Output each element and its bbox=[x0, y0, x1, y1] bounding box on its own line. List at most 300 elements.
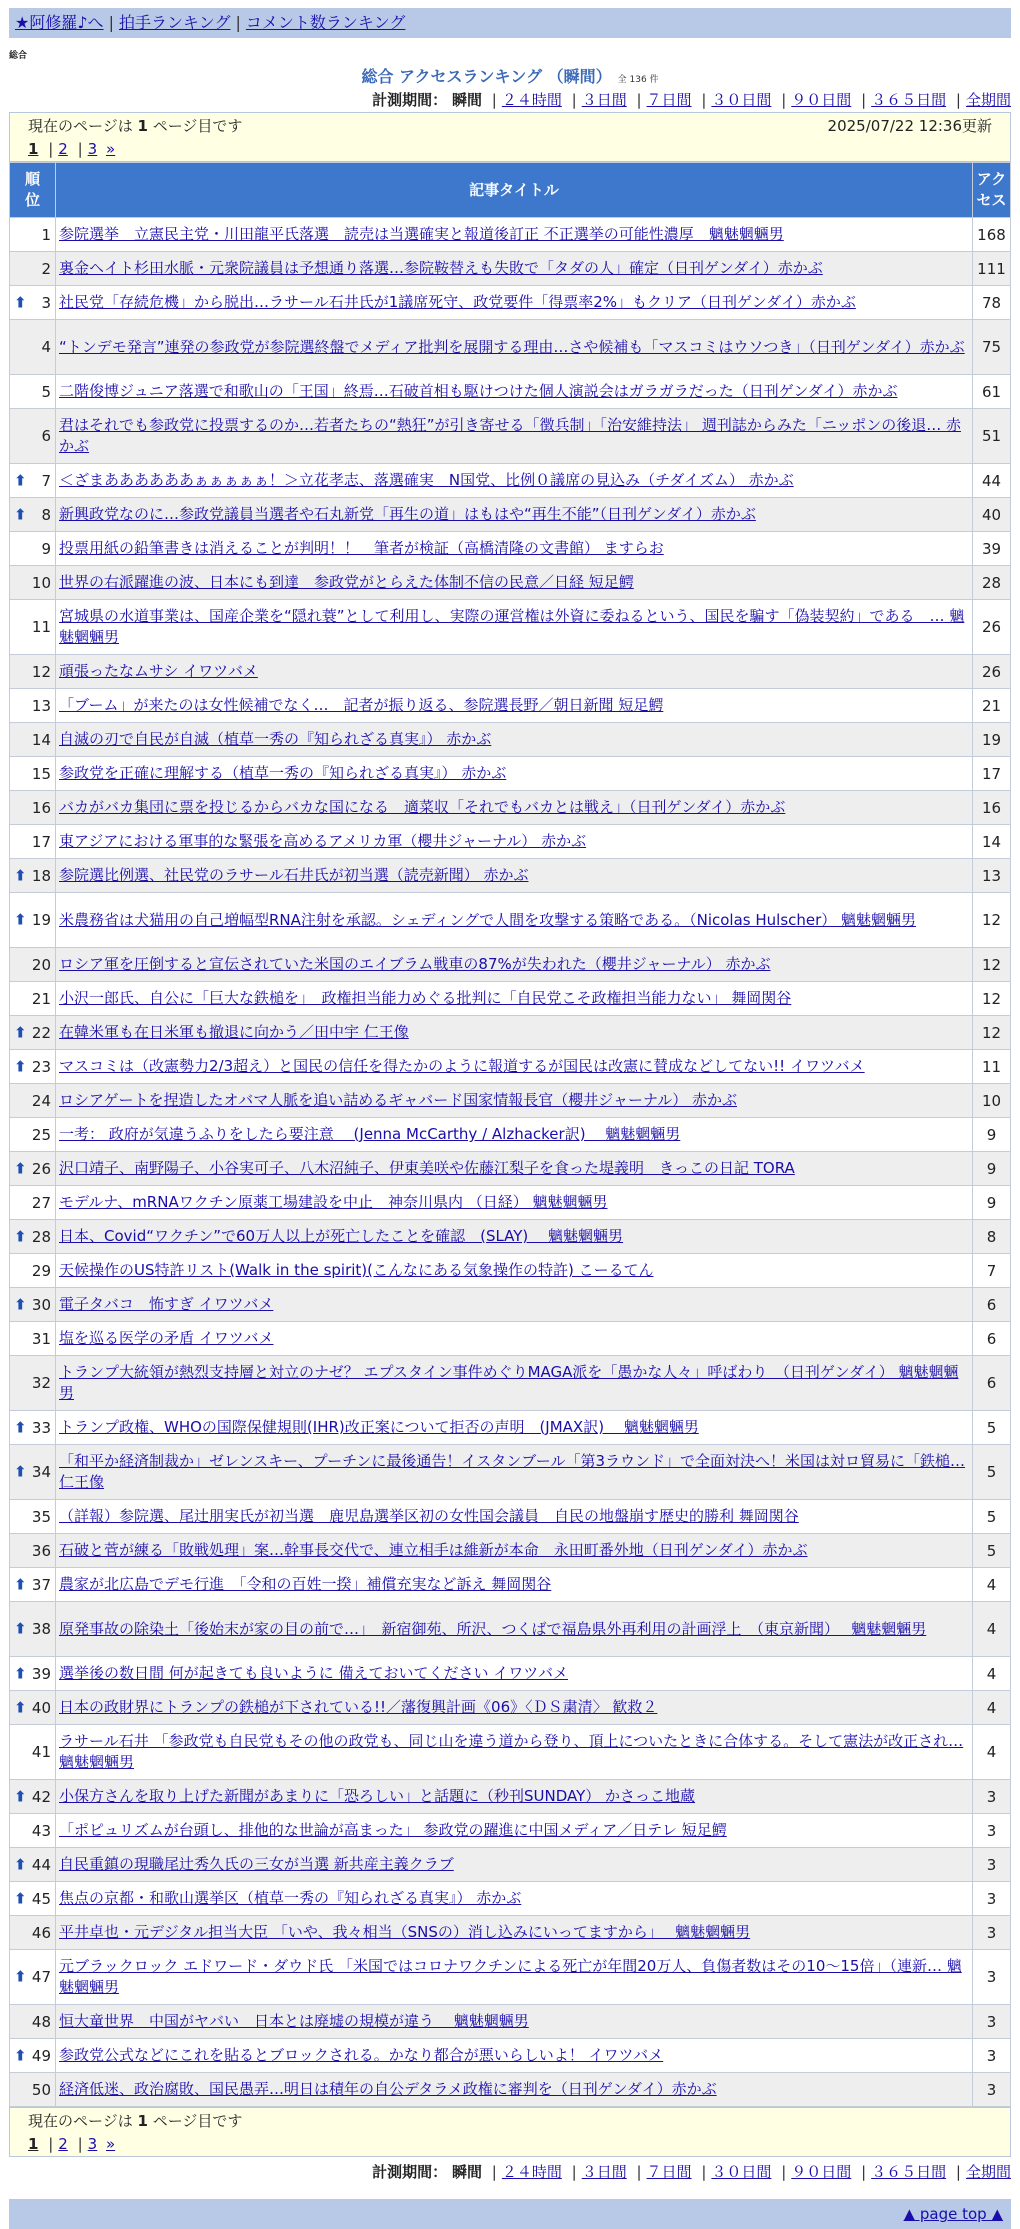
access-count: 3 bbox=[973, 2005, 1011, 2039]
title-cell bbox=[56, 1568, 973, 1602]
period-all-link[interactable]: 全期間 bbox=[965, 91, 1011, 109]
table-row bbox=[10, 1186, 1011, 1220]
table-row bbox=[10, 1288, 1011, 1322]
rank-cell bbox=[10, 320, 56, 375]
table-row bbox=[10, 1602, 1011, 1657]
rank-cell bbox=[10, 252, 56, 286]
article-link[interactable]: マスコミは（改憲勢力2/3超え）と国民の信任を得たかのように報道するが国民は改憲に賛成などしてない!! イワツバメ bbox=[59, 1057, 865, 1075]
up-arrow-icon: ⬆ bbox=[14, 505, 27, 524]
article-link[interactable]: 元ブラックロック エドワード・ダウド氏 「米国ではコロナワクチンによる死亡が年間20万人、負傷者数はその10～15倍」（連新… 魑魅魍魎男 bbox=[59, 1957, 962, 1996]
article-link[interactable]: 自民重鎮の現職尾辻秀久氏の三女が当選 新共産主義クラブ bbox=[59, 1855, 454, 1873]
rank-cell bbox=[10, 566, 56, 600]
rank-number: 19 bbox=[31, 911, 51, 929]
title-cell bbox=[56, 1882, 973, 1916]
pager-current-page: 1 bbox=[28, 2135, 39, 2153]
table-row bbox=[10, 498, 1011, 532]
rank-number: 11 bbox=[31, 618, 51, 636]
period-24h-link[interactable]: ２４時間 bbox=[501, 91, 562, 109]
article-link[interactable]: 電子タバコ 怖すぎ イワツバメ bbox=[59, 1295, 274, 1313]
table-row bbox=[10, 1657, 1011, 1691]
rank-number: 49 bbox=[31, 2046, 51, 2065]
rank-cell bbox=[10, 982, 56, 1016]
rank-number: 18 bbox=[31, 866, 51, 885]
title-cell bbox=[56, 723, 973, 757]
table-row bbox=[10, 218, 1011, 252]
period-90d-link[interactable]: ９０日間 bbox=[791, 2163, 852, 2181]
article-link[interactable]: 参政党を正確に理解する（植草一秀の『知られざる真実』） 赤かぶ bbox=[59, 764, 507, 782]
header-rank: 順位 bbox=[10, 163, 56, 218]
rank-cell bbox=[10, 859, 56, 893]
table-row bbox=[10, 1152, 1011, 1186]
rank-cell bbox=[10, 825, 56, 859]
article-link[interactable]: 恒大童世界 中国がヤバい 日本とは廃墟の規模が違う 魑魅魍魎男 bbox=[59, 2012, 529, 2030]
rank-cell bbox=[10, 600, 56, 655]
access-count: 12 bbox=[973, 893, 1011, 948]
table-row bbox=[10, 1691, 1011, 1725]
article-link[interactable]: 日本の政財界にトランプの鉄槌が下されている!!／藩復興計画《06》〈ＤＳ粛清〉 歓救２ bbox=[59, 1698, 658, 1716]
rank-cell bbox=[10, 1050, 56, 1084]
title-cell bbox=[56, 1725, 973, 1780]
rank-number: 47 bbox=[31, 1968, 51, 1986]
rank-number: 29 bbox=[31, 1261, 51, 1280]
bottom-bar bbox=[9, 2199, 1011, 2229]
period-24h-link[interactable]: ２４時間 bbox=[501, 2163, 562, 2181]
up-arrow-icon: ⬆ bbox=[14, 1664, 27, 1683]
article-link[interactable]: 塩を巡る医学の矛盾 イワツバメ bbox=[59, 1329, 274, 1347]
table-row bbox=[10, 2039, 1011, 2073]
pager-current-page: 1 bbox=[28, 140, 39, 158]
title-cell bbox=[56, 1186, 973, 1220]
rank-cell bbox=[10, 532, 56, 566]
article-link[interactable]: 君はそれでも参政党に投票するのか…若者たちの“熱狂”が引き寄せる「徴兵制」「治安維持法」 週刊誌からみた「ニッポンの後退… 赤かぶ bbox=[59, 416, 961, 455]
table-row bbox=[10, 1568, 1011, 1602]
rank-number: 45 bbox=[31, 1889, 51, 1908]
article-link[interactable]: 自滅の刃で自民が自滅（植草一秀の『知られざる真実』） 赤かぶ bbox=[59, 730, 492, 748]
article-link[interactable]: 選挙後の数日間 何が起きても良いように 備えておいてください イワツバメ bbox=[59, 1664, 569, 1682]
title-cell bbox=[56, 1084, 973, 1118]
pager-page-3-link[interactable]: 3 bbox=[87, 2135, 98, 2153]
title-cell bbox=[56, 1691, 973, 1725]
access-count: 75 bbox=[973, 320, 1011, 375]
article-link[interactable]: 社民党「存続危機」から脱出…ラサール石井氏が1議席死守、政党要件「得票率2%」もクリア（日刊ゲンダイ）赤かぶ bbox=[59, 293, 856, 311]
page-info-suffix: ページ目です bbox=[147, 2112, 243, 2130]
title-cell bbox=[56, 532, 973, 566]
article-link[interactable]: ロシアゲートを捏造したオバマ人脈を追い詰めるギャバード国家情報長官（櫻井ジャーナル） 赤かぶ bbox=[59, 1091, 737, 1109]
period-365d-link[interactable]: ３６５日間 bbox=[871, 91, 947, 109]
article-link[interactable]: 沢口靖子、南野陽子、小谷実可子、八木沼純子、伊東美咲や佐藤江梨子を食った堤義明 きっこの日記 TORA bbox=[59, 1159, 795, 1177]
rank-cell bbox=[10, 1916, 56, 1950]
period-30d-link[interactable]: ３０日間 bbox=[711, 2163, 772, 2181]
access-count: 6 bbox=[973, 1356, 1011, 1411]
article-link[interactable]: 小保方さんを取り上げた新聞があまりに「恐ろしい」と話題に（秒刊SUNDAY） かさっこ地蔵 bbox=[59, 1787, 696, 1805]
pager-page-2-link[interactable]: 2 bbox=[58, 140, 68, 158]
page-info-suffix: ページ目です bbox=[147, 117, 243, 135]
pager-next-link[interactable]: » bbox=[106, 2135, 116, 2153]
rank-cell bbox=[10, 1322, 56, 1356]
access-count: 7 bbox=[973, 1254, 1011, 1288]
updated-timestamp: 2025/07/22 12:36更新 bbox=[827, 117, 992, 135]
access-count: 61 bbox=[973, 375, 1011, 409]
table-row bbox=[10, 1016, 1011, 1050]
up-arrow-icon: ⬆ bbox=[14, 1057, 27, 1076]
article-link[interactable]: 宮城県の水道事業は、国産企業を“隠れ蓑”として利用し、実際の運営権は外資に委ねるという、国民を騙す「偽装契約」である … 魑魅魍魎男 bbox=[59, 607, 965, 646]
access-count: 4 bbox=[973, 1602, 1011, 1657]
period-7d-link[interactable]: ７日間 bbox=[646, 91, 692, 109]
article-link[interactable]: 「和平か経済制裁か」ゼレンスキー、プーチンに最後通告！イスタンブール「第3ラウンド」で全面対決へ！米国は対ロ貿易に「鉄槌… 仁王像 bbox=[59, 1452, 966, 1491]
ranking-body bbox=[10, 218, 1011, 2107]
table-row bbox=[10, 286, 1011, 320]
title-cell bbox=[56, 1534, 973, 1568]
access-count: 21 bbox=[973, 689, 1011, 723]
access-count: 168 bbox=[973, 218, 1011, 252]
article-link[interactable]: 東アジアにおける軍事的な緊張を高めるアメリカ軍（櫻井ジャーナル） 赤かぶ bbox=[59, 832, 587, 850]
title-cell bbox=[56, 409, 973, 464]
access-count: 5 bbox=[973, 1445, 1011, 1500]
title-cell bbox=[56, 1445, 973, 1500]
table-row bbox=[10, 1411, 1011, 1445]
rank-number: 36 bbox=[31, 1541, 51, 1560]
access-count: 4 bbox=[973, 1725, 1011, 1780]
article-link[interactable]: 新興政党なのに…参政党議員当選者や石丸新党「再生の道」はもはや“再生不能”（日刊ゲンダイ）赤かぶ bbox=[59, 505, 756, 523]
rank-cell bbox=[10, 1220, 56, 1254]
rank-cell bbox=[10, 791, 56, 825]
title-cell bbox=[56, 757, 973, 791]
rank-cell bbox=[10, 723, 56, 757]
access-count: 13 bbox=[973, 859, 1011, 893]
article-link[interactable]: トランプ政権、WHOの国際保健規則(IHR)改正案について拒否の声明 (JMAX訳) 魑魅魍魎男 bbox=[59, 1418, 699, 1436]
title-cell bbox=[56, 1657, 973, 1691]
rank-cell bbox=[10, 757, 56, 791]
header-title: 記事タイトル bbox=[56, 163, 973, 218]
access-count: 3 bbox=[973, 1950, 1011, 2005]
table-row bbox=[10, 859, 1011, 893]
access-count: 11 bbox=[973, 1050, 1011, 1084]
rank-number: 17 bbox=[31, 832, 51, 851]
period-all-link[interactable]: 全期間 bbox=[965, 2163, 1011, 2181]
article-link[interactable]: 農家が北広島でデモ行進 「令和の百姓一揆」補償充実など訴え 舞岡関谷 bbox=[59, 1575, 552, 1593]
article-link[interactable]: 原発事故の除染土「後始末が家の目の前で…」 新宿御苑、所沢、つくばで福島県外再利用の計画浮上 （東京新聞） 魑魅魍魎男 bbox=[59, 1619, 927, 1638]
up-arrow-icon: ⬆ bbox=[14, 293, 27, 312]
article-link[interactable]: 一考： 政府が気違うふりをしたら要注意 (Jenna McCarthy / Alzhacker訳) 魑魅魍魎男 bbox=[59, 1125, 681, 1143]
page-info-prefix: 現在のページは bbox=[28, 2112, 138, 2130]
period-3d-link[interactable]: ３日間 bbox=[581, 91, 627, 109]
access-count: 3 bbox=[973, 1916, 1011, 1950]
rank-cell bbox=[10, 1084, 56, 1118]
up-arrow-icon: ⬆ bbox=[14, 1227, 27, 1246]
up-arrow-icon: ⬆ bbox=[14, 910, 27, 929]
title-cell bbox=[56, 1356, 973, 1411]
article-link[interactable]: 「ポピュリズムが台頭し、排他的な世論が高まった」 参政党の躍進に中国メディア／日テレ 短足鰐 bbox=[59, 1821, 727, 1839]
article-link[interactable]: バカがバカ集団に票を投じるからバカな国になる 適菜収「それでもバカとは戦え」（日刊ゲンダイ）赤かぶ bbox=[59, 798, 786, 816]
pager-bottom: 現在のページは 1 ページ目です 1 | 2 | 3 » bbox=[9, 2107, 1011, 2157]
period-label: 計測期間： bbox=[372, 2163, 448, 2181]
rank-number: 16 bbox=[31, 798, 51, 817]
rank-number: 25 bbox=[31, 1125, 51, 1144]
access-count: 4 bbox=[973, 1691, 1011, 1725]
total-count: 全 136 件 bbox=[617, 75, 659, 85]
rank-number: 3 bbox=[41, 293, 51, 312]
article-link[interactable]: 焦点の京都・和歌山選挙区（植草一秀の『知られざる真実』） 赤かぶ bbox=[59, 1889, 522, 1907]
title-cell bbox=[56, 1016, 973, 1050]
rank-number: 39 bbox=[31, 1664, 51, 1683]
table-row bbox=[10, 655, 1011, 689]
rank-cell bbox=[10, 1882, 56, 1916]
access-count: 12 bbox=[973, 982, 1011, 1016]
period-365d-link[interactable]: ３６５日間 bbox=[871, 2163, 947, 2181]
access-count: 19 bbox=[973, 723, 1011, 757]
title-cell bbox=[56, 218, 973, 252]
title-cell bbox=[56, 859, 973, 893]
section-tag: 総合 bbox=[9, 51, 28, 61]
up-arrow-icon: ⬆ bbox=[14, 471, 27, 490]
title-cell bbox=[56, 566, 973, 600]
table-row bbox=[10, 1916, 1011, 1950]
access-count: 6 bbox=[973, 1288, 1011, 1322]
rank-cell bbox=[10, 286, 56, 320]
rank-cell bbox=[10, 2005, 56, 2039]
title-cell bbox=[56, 825, 973, 859]
up-arrow-icon: ⬆ bbox=[14, 1787, 27, 1806]
title-cell bbox=[56, 791, 973, 825]
access-count: 3 bbox=[973, 1882, 1011, 1916]
title-cell bbox=[56, 1602, 973, 1657]
rank-number: 14 bbox=[31, 730, 51, 749]
rank-cell bbox=[10, 1445, 56, 1500]
up-arrow-icon: ⬆ bbox=[14, 1698, 27, 1717]
rank-cell bbox=[10, 218, 56, 252]
article-link[interactable]: 「ブーム」が来たのは女性候補でなく… 記者が振り返る、参院選長野／朝日新聞 短足鰐 bbox=[59, 696, 664, 714]
rank-cell bbox=[10, 2073, 56, 2107]
rank-number: 2 bbox=[41, 259, 51, 278]
table-row bbox=[10, 320, 1011, 375]
access-count: 26 bbox=[973, 600, 1011, 655]
rank-number: 30 bbox=[31, 1295, 51, 1314]
title-cell bbox=[56, 655, 973, 689]
table-row bbox=[10, 2073, 1011, 2107]
rank-number: 15 bbox=[31, 764, 51, 783]
access-count: 5 bbox=[973, 1500, 1011, 1534]
table-row bbox=[10, 464, 1011, 498]
table-row bbox=[10, 757, 1011, 791]
access-count: 4 bbox=[973, 1568, 1011, 1602]
article-link[interactable]: “トンデモ発言”連発の参政党が参院選終盤でメディア批判を展開する理由…さや候補も「マスコミはウソつき」（日刊ゲンダイ）赤かぶ bbox=[59, 337, 965, 356]
title-cell bbox=[56, 1848, 973, 1882]
up-arrow-icon: ⬆ bbox=[14, 1855, 27, 1874]
table-row bbox=[10, 982, 1011, 1016]
article-link[interactable]: （詳報）参院選、尾辻朋実氏が初当選 鹿児島選挙区初の女性国会議員 自民の地盤崩す歴史的勝利 舞岡関谷 bbox=[59, 1507, 799, 1525]
article-link[interactable]: モデルナ、mRNAワクチン原薬工場建設を中止 神奈川県内 （日経） 魑魅魍魎男 bbox=[59, 1193, 608, 1211]
rank-number: 44 bbox=[31, 1855, 51, 1874]
rank-cell bbox=[10, 1725, 56, 1780]
access-count: 40 bbox=[973, 498, 1011, 532]
access-count: 9 bbox=[973, 1152, 1011, 1186]
rank-cell bbox=[10, 498, 56, 532]
rank-number: 42 bbox=[31, 1787, 51, 1806]
table-row bbox=[10, 825, 1011, 859]
table-row bbox=[10, 1534, 1011, 1568]
rank-number: 34 bbox=[31, 1463, 51, 1481]
table-row bbox=[10, 1220, 1011, 1254]
rank-cell bbox=[10, 1016, 56, 1050]
period-3d-link[interactable]: ３日間 bbox=[581, 2163, 627, 2181]
access-count: 3 bbox=[973, 2073, 1011, 2107]
rank-cell bbox=[10, 1356, 56, 1411]
rank-cell bbox=[10, 375, 56, 409]
access-count: 111 bbox=[973, 252, 1011, 286]
access-count: 3 bbox=[973, 1814, 1011, 1848]
up-arrow-icon: ⬆ bbox=[14, 2046, 27, 2065]
pager-page-3-link[interactable]: 3 bbox=[87, 140, 98, 158]
access-count: 26 bbox=[973, 655, 1011, 689]
comment-ranking-link[interactable]: コメント数ランキング bbox=[245, 13, 406, 32]
rank-number: 41 bbox=[31, 1743, 51, 1761]
rank-cell bbox=[10, 1534, 56, 1568]
up-arrow-icon: ⬆ bbox=[14, 1462, 27, 1481]
title-cell bbox=[56, 1950, 973, 2005]
ranking-table bbox=[9, 162, 1011, 2107]
table-row bbox=[10, 791, 1011, 825]
rank-number: 20 bbox=[31, 955, 51, 974]
access-count: 3 bbox=[973, 1848, 1011, 1882]
rank-cell bbox=[10, 1254, 56, 1288]
rank-number: 48 bbox=[31, 2012, 51, 2031]
rank-number: 22 bbox=[31, 1023, 51, 1042]
rank-cell bbox=[10, 1152, 56, 1186]
period-90d-link[interactable]: ９０日間 bbox=[791, 91, 852, 109]
article-link[interactable]: 在韓米軍も在日米軍も撤退に向かう／田中宇 仁王像 bbox=[59, 1023, 409, 1041]
rank-cell bbox=[10, 1602, 56, 1657]
title-cell bbox=[56, 1050, 973, 1084]
rank-cell bbox=[10, 1118, 56, 1152]
title-cell bbox=[56, 1814, 973, 1848]
title-cell bbox=[56, 1322, 973, 1356]
rank-number: 5 bbox=[41, 382, 51, 401]
article-link[interactable]: ラサール石井 「参政党も自民党もその他の政党も、同じ山を違う道から登り、頂上についたときに合体する。そして憲法が改正され… 魑魅魍魎男 bbox=[59, 1732, 964, 1771]
rank-number: 50 bbox=[31, 2080, 51, 2099]
article-link[interactable]: 経済低迷、政治腐敗、国民愚弄…明日は積年の自公デタラメ政権に審判を（日刊ゲンダイ）赤かぶ bbox=[59, 2080, 717, 2098]
article-link[interactable]: 参院選比例選、社民党のラサール石井氏が初当選（読売新聞） 赤かぶ bbox=[59, 866, 529, 884]
rank-cell bbox=[10, 689, 56, 723]
table-row bbox=[10, 1814, 1011, 1848]
table-row bbox=[10, 600, 1011, 655]
table-row bbox=[10, 1322, 1011, 1356]
article-link[interactable]: 石破と菅が練る「敗戦処理」案…幹事長交代で、連立相手は維新が本命 永田町番外地（日刊ゲンダイ）赤かぶ bbox=[59, 1541, 808, 1559]
rank-cell bbox=[10, 1691, 56, 1725]
page-info-number: 1 bbox=[137, 2112, 148, 2130]
pager-page-2-link[interactable]: 2 bbox=[58, 2135, 68, 2153]
period-7d-link[interactable]: ７日間 bbox=[646, 2163, 692, 2181]
table-row bbox=[10, 1356, 1011, 1411]
up-arrow-icon: ⬆ bbox=[14, 1575, 27, 1594]
title-cell bbox=[56, 1220, 973, 1254]
title-cell bbox=[56, 464, 973, 498]
access-count: 14 bbox=[973, 825, 1011, 859]
up-arrow-icon: ⬆ bbox=[14, 1159, 27, 1178]
article-link[interactable]: 世界の右派躍進の波、日本にも到達 参政党がとらえた体制不信の民意／日経 短足鰐 bbox=[59, 573, 634, 591]
title-cell bbox=[56, 320, 973, 375]
rank-cell bbox=[10, 1288, 56, 1322]
top-nav-bar: ★阿修羅♪へ | 拍手ランキング | コメント数ランキング bbox=[9, 8, 1011, 38]
up-arrow-icon: ⬆ bbox=[14, 1619, 27, 1638]
access-count: 5 bbox=[973, 1534, 1011, 1568]
title-cell bbox=[56, 893, 973, 948]
title-cell bbox=[56, 2039, 973, 2073]
article-link[interactable]: トランプ大統領が熱烈支持層と対立のナゼ？ エプスタイン事件めぐりMAGA派を「愚かな人々」呼ばわり （日刊ゲンダイ） 魑魅魍魎男 bbox=[59, 1363, 959, 1402]
period-label: 計測期間： bbox=[372, 91, 448, 109]
article-link[interactable]: ロシア軍を圧倒すると宣伝されていた米国のエイブラム戦車の87%が失われた（櫻井ジャーナル） 赤かぶ bbox=[59, 955, 771, 973]
table-row bbox=[10, 1950, 1011, 2005]
home-link[interactable]: ★阿修羅♪へ bbox=[15, 13, 104, 32]
access-count: 9 bbox=[973, 1186, 1011, 1220]
title-cell bbox=[56, 689, 973, 723]
table-row bbox=[10, 252, 1011, 286]
article-link[interactable]: ＜ざまああああああぁぁぁぁぁ！＞立花孝志、落選確実 N国党、比例０議席の見込み（チダイズム） 赤かぶ bbox=[59, 471, 794, 489]
rank-number: 43 bbox=[31, 1821, 51, 1840]
rank-cell bbox=[10, 1950, 56, 2005]
article-link[interactable]: 米農務省は犬猫用の自己増幅型RNA注射を承認。シェディングで人間を攻撃する策略である。（Nicolas Hulscher） 魑魅魍魎男 bbox=[59, 910, 917, 929]
rank-number: 37 bbox=[31, 1575, 51, 1594]
table-row bbox=[10, 1848, 1011, 1882]
rank-number: 6 bbox=[41, 427, 51, 445]
title-cell bbox=[56, 286, 973, 320]
up-arrow-icon: ⬆ bbox=[14, 1418, 27, 1437]
rank-cell bbox=[10, 655, 56, 689]
title-cell bbox=[56, 2005, 973, 2039]
title-cell bbox=[56, 1500, 973, 1534]
rank-cell bbox=[10, 409, 56, 464]
rank-cell bbox=[10, 1848, 56, 1882]
access-count: 39 bbox=[973, 532, 1011, 566]
article-link[interactable]: 裏金ヘイト杉田水脈・元衆院議員は予想通り落選…参院鞍替えも失敗で「タダの人」確定（日刊ゲンダイ）赤かぶ bbox=[59, 259, 823, 277]
article-link[interactable]: 頑張ったなムサシ イワツバメ bbox=[59, 662, 258, 680]
up-arrow-icon: ⬆ bbox=[14, 866, 27, 885]
applause-ranking-link[interactable]: 拍手ランキング bbox=[118, 13, 231, 32]
rank-number: 1 bbox=[41, 225, 51, 244]
table-row bbox=[10, 1254, 1011, 1288]
article-link[interactable]: 参政党公式などにこれを貼るとブロックされる。かなり都合が悪いらしいよ！ イワツバメ bbox=[59, 2046, 664, 2064]
rank-number: 40 bbox=[31, 1698, 51, 1717]
rank-number: 26 bbox=[31, 1159, 51, 1178]
pager-next-link[interactable]: » bbox=[106, 140, 116, 158]
article-link[interactable]: 天候操作のUS特許リスト(Walk in the spirit)(こんなにある気象操作の特許) こーるてん bbox=[59, 1261, 654, 1279]
page-top-link[interactable]: ▲ page top ▲ bbox=[903, 2205, 1003, 2223]
rank-number: 7 bbox=[41, 471, 51, 490]
access-count: 51 bbox=[973, 409, 1011, 464]
article-link[interactable]: 二階俊博ジュニア落選で和歌山の「王国」終焉…石破首相も駆けつけた個人演説会はガラガラだった（日刊ゲンダイ）赤かぶ bbox=[59, 382, 898, 400]
period-current: 瞬間 bbox=[451, 2163, 482, 2181]
page-title-line bbox=[9, 66, 1011, 88]
rank-cell bbox=[10, 1780, 56, 1814]
article-link[interactable]: 日本、Covid“ワクチン”で60万人以上が死亡したことを確認 (SLAY) 魑魅魍魎男 bbox=[59, 1227, 624, 1245]
header-access: アクセス bbox=[973, 163, 1011, 218]
article-link[interactable]: 投票用紙の鉛筆書きは消えることが判明！！ 筆者が検証（高橋清隆の文書館） ますらお bbox=[59, 539, 664, 557]
rank-number: 10 bbox=[31, 573, 51, 592]
table-row bbox=[10, 409, 1011, 464]
period-30d-link[interactable]: ３０日間 bbox=[711, 91, 772, 109]
article-link[interactable]: 参院選挙 立憲民主党・川田龍平氏落選 読売は当選確実と報道後訂正 不正選挙の可能性濃厚 魑魅魍魎男 bbox=[59, 225, 784, 243]
rank-number: 24 bbox=[31, 1091, 51, 1110]
rank-cell bbox=[10, 1814, 56, 1848]
article-link[interactable]: 小沢一郎氏、自公に「巨大な鉄槌を」 政権担当能力めぐる批判に「自民党こそ政権担当能力ない」 舞岡関谷 bbox=[59, 989, 792, 1007]
page-title: 総合 アクセスランキング （瞬間） bbox=[361, 67, 612, 86]
rank-number: 31 bbox=[31, 1329, 51, 1348]
article-link[interactable]: 平井卓也・元デジタル担当大臣 「いや、我々相当（SNSの）消し込みにいってますから」 魑魅魍魎男 bbox=[59, 1923, 751, 1941]
table-row bbox=[10, 1050, 1011, 1084]
rank-number: 4 bbox=[41, 338, 51, 356]
access-count: 12 bbox=[973, 948, 1011, 982]
period-current: 瞬間 bbox=[451, 91, 482, 109]
rank-number: 21 bbox=[31, 989, 51, 1008]
